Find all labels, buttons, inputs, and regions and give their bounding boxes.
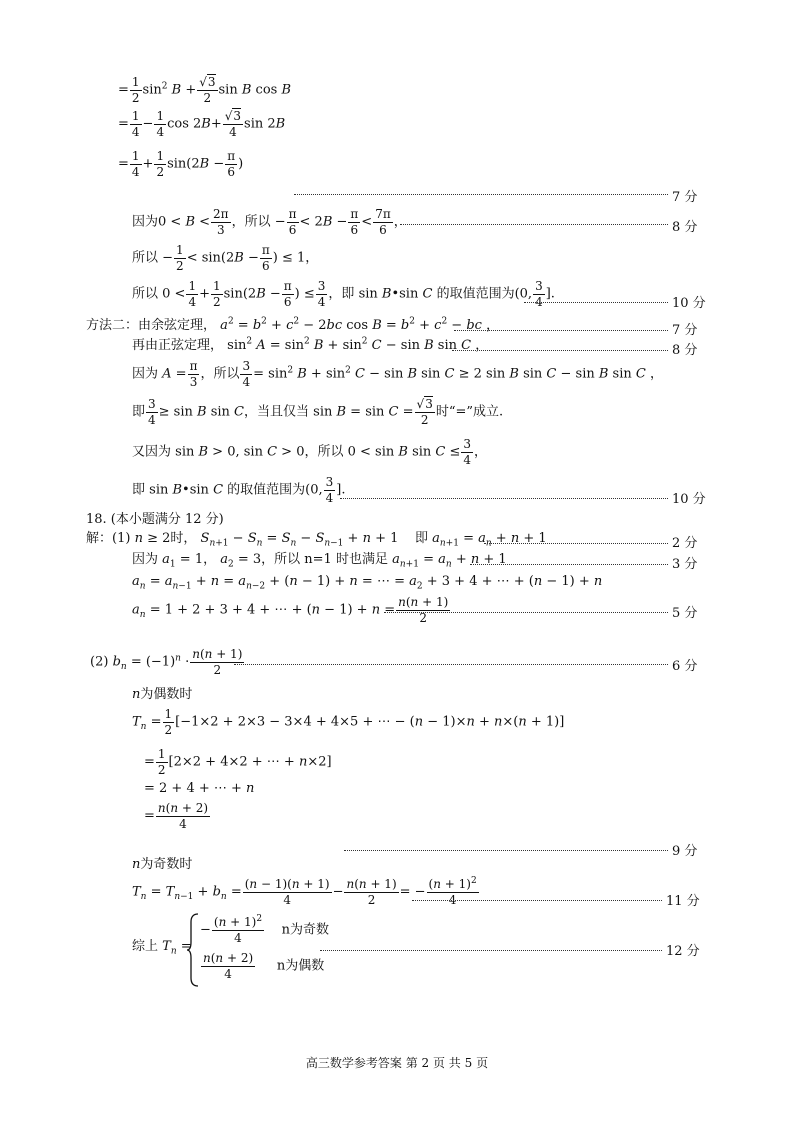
leader-dots [234, 664, 668, 665]
score-8a: 8 分 [672, 220, 698, 235]
leader-dots [344, 850, 668, 851]
leader-dots [400, 224, 668, 225]
leader-dots [340, 498, 668, 499]
score-9: 9 分 [672, 844, 698, 859]
also-line: 又因为 sin B > 0, sin C > 0，所以 0 < sin B sin C ≤ $\frac{3}{4}$ ， [132, 437, 488, 467]
leader-dots [294, 194, 668, 195]
leader-dots [454, 330, 668, 331]
case-odd-expr: − $\frac{(n + 1)^2}{4}$ n为奇数 [200, 914, 329, 945]
score-3: 3 分 [672, 557, 698, 572]
q18-summary: 综上 $T_n$ = [132, 939, 192, 957]
leader-dots [320, 950, 662, 951]
expr-line-3: = $\frac{1}{4}$ + $\frac{1}{2}$ sin(2B − $\frac{\pi}{6}$ ) [118, 149, 244, 179]
leader-dots [452, 350, 668, 351]
score-2: 2 分 [672, 536, 698, 551]
q18-check-line: 因为 $a_1 = 1$， $a_2 = 3$，所以 n=1 时也满足 $a_{n+1} = a_n + n + 1$ [132, 552, 507, 570]
conclusion-line: 所以 0 < $\frac{1}{4}$ + $\frac{1}{2}$ sin(2B − $\frac{\pi}{6}$ ) ≤ $\frac{3}{4}$ ，即 sin B•sin C 的取值范围为(0, $\frac{3}{4}$ ]. [132, 279, 555, 309]
ineq-line: 即 $\frac{3}{4}$ ≥ sin B sin C，当且仅当 sin B = sin C = $\frac{√3}{2}$ 时“=”成立. [132, 397, 504, 427]
score-11: 11 分 [666, 894, 700, 909]
method2-sin-line: 再由正弦定理， $\sin^2 A = \sin^2 B + \sin^2 C - \sin B$ sin C ， [132, 336, 489, 353]
q18-part2-line: (2) $b_n = (-1)^n$ · $\frac{n(n + 1)}{2}$ [90, 647, 243, 677]
q18-odd-T: $T_n = T_{n-1} + b_n$ = $\frac{(n - 1)(n + 1)}{4}$ − $\frac{n(n + 1)}{2}$ = − $\frac{(n + 1)^2}{4}$ [132, 876, 477, 907]
score-5: 5 分 [672, 606, 698, 621]
q18-even-label: n为偶数时 [132, 687, 193, 702]
q18-odd-label: n为奇数时 [132, 857, 193, 872]
leader-dots [524, 302, 668, 303]
q18-even-T4: = $\frac{n(n + 2)}{4}$ [144, 801, 209, 831]
score-6: 6 分 [672, 659, 698, 674]
leader-dots [384, 612, 668, 613]
q18-sum-line: $a_n = 1 + 2 + 3 + 4$ + ⋯ + (n − 1) + n = $\frac{n(n + 1)}{2}$ [132, 595, 449, 625]
score-7b: 7 分 [672, 323, 698, 338]
q18-header: 18. (本小题满分 12 分) [86, 512, 224, 527]
leader-dots [484, 543, 668, 544]
score-10b: 10 分 [672, 492, 706, 507]
leader-dots [470, 564, 668, 565]
q18-recursion-line: $a_n = a_{n-1} + n = a_{n-2} + (n - 1) + n$ = ⋯ = $a_2 + 3 + 4$ + ⋯ + (n − 1) + n [132, 574, 603, 592]
because-A-line: 因为 A = $\frac{\pi}{3}$ ，所以 $\frac{3}{4}$ = $\sin^2 B + \sin^2 C - \sin B$ sin C ≥ 2 sin B sin C − sin B sin C ， [132, 359, 663, 389]
q18-part1-line: 解：(1) n ≥ 2时， $S_{n+1} - S_n = S_n - S_{n-1} + n + 1$ 即 $a_{n+1} = a_n + n + 1$ [86, 531, 547, 549]
leader-dots [412, 900, 662, 901]
score-7a: 7 分 [672, 190, 698, 205]
score-10a: 10 分 [672, 296, 706, 311]
score-8b: 8 分 [672, 343, 698, 358]
q18-even-T3: = 2 + 4 + ⋯ + n [144, 781, 255, 796]
method2-cos-line: 方法二：由余弦定理， $a^2 = b^2 + c^2 - 2bc$ $\cos B = b^2 + c^2$ − bc ， [86, 316, 500, 333]
expr-line-2: = $\frac{1}{4}$ − $\frac{1}{4}$ cos 2B+ $\frac{√3}{4}$ sin 2B [118, 109, 286, 139]
expr-line-1: = $\frac{1}{2}$ $\sin^2 B$ + $\frac{√3}{2}$ sin B cos B [118, 75, 292, 105]
range-line: 因为0 < B < $\frac{2\pi}{3}$ ，所以 − $\frac{\pi}{6}$ < 2B − $\frac{\pi}{6}$ < $\frac{7\pi}{6}$ ， [132, 207, 407, 237]
score-12: 12 分 [666, 944, 700, 959]
final-line: 即 sin B•sin C 的取值范围为(0, $\frac{3}{4}$ ]. [132, 475, 346, 505]
page-footer: 高三数学参考答案 第 2 页 共 5 页 [305, 1056, 489, 1070]
case-even-expr: $\frac{n(n + 2)}{4}$ n为偶数 [203, 951, 325, 981]
q18-even-T1: $T_n$ = $\frac{1}{2}$ [−1×2 + 2×3 − 3×4 + 4×5 + ⋯ − (n − 1)×n + n×(n + 1)] [132, 707, 565, 737]
so-line: 所以 − $\frac{1}{2}$ < sin(2B − $\frac{\pi}{6}$ ) ≤ 1， [132, 243, 319, 273]
q18-even-T2: = $\frac{1}{2}$ [2×2 + 4×2 + ⋯ + n×2] [144, 747, 332, 777]
cases-brace [186, 912, 200, 992]
